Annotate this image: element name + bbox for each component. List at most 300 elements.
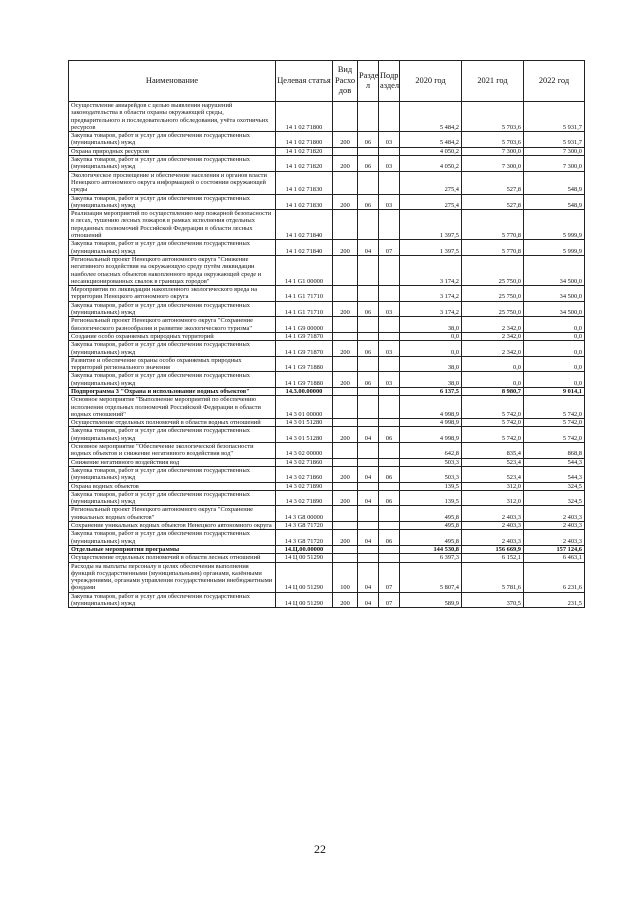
cell-year-2020: 38,0 [400,372,462,388]
cell-year-2022: 6 231,6 [524,562,585,592]
cell-name: Закупка товаров, работ и услуг для обеспечения государственных (муниципальных) нужд [69,592,276,608]
cell-year-2022: 544,3 [524,458,585,466]
cell-section [358,356,379,372]
cell-target-article: 14 1 02 71840 [276,240,333,256]
cell-name: Региональный проект Ненецкого автономного округа "Снижение негативного воздействия на окружающую среду путём ликвидации наиболее опасных объектов накопленного вреда окружающей среде и несанкционированных свалок в границах городов" [69,255,276,285]
cell-name: Осуществление отдельных полномочий в области водных отношений [69,419,276,427]
cell-year-2021: 5 742,0 [462,419,524,427]
cell-year-2020: 4 998,9 [400,427,462,443]
cell-year-2020: 4 050,2 [400,147,462,155]
table-row [69,372,585,388]
cell-target-article: 14 1 02 71830 [276,194,333,210]
cell-year-2020: 503,3 [400,466,462,482]
cell-year-2022: 2 403,3 [524,522,585,530]
cell-expense-type: 200 [333,194,358,210]
cell-name: Осуществление авиарейдов с целью выявления нарушений законодательства в области охраны окружающей среды, предварительного и последовательного обследования, учёта охотничьих ресурсов [69,102,276,132]
table-row [69,562,585,592]
cell-subsection: 03 [379,372,400,388]
cell-target-article: 14 1 02 71800 [276,102,333,132]
cell-year-2021: 2 342,0 [462,317,524,333]
cell-subsection: 03 [379,156,400,172]
cell-target-article: 14 3 01 51280 [276,419,333,427]
cell-name: Развитие и обеспечение охраны особо охраняемых природных территорий регионального значения [69,356,276,372]
table-row [69,554,585,562]
cell-year-2020: 5 807,4 [400,562,462,592]
cell-name: Закупка товаров, работ и услуг для обеспечения государственных (муниципальных) нужд [69,466,276,482]
cell-expense-type [333,545,358,553]
cell-year-2020: 38,0 [400,317,462,333]
cell-year-2021: 5 770,8 [462,240,524,256]
cell-section [358,332,379,340]
cell-name: Осуществление отдельных полномочий в области лесных отношений [69,554,276,562]
cell-target-article: 14 Ц 00 51290 [276,554,333,562]
cell-name: Расходы на выплаты персоналу в целях обеспечения выполнения функций государственными (муниципальными) органами, казёнными учреждениями, органами управления государственными внебюджетными фондами [69,562,276,592]
cell-expense-type: 100 [333,562,358,592]
cell-expense-type [333,332,358,340]
cell-subsection: 06 [379,427,400,443]
cell-year-2022: 544,3 [524,466,585,482]
cell-year-2022: 324,5 [524,482,585,490]
cell-year-2021: 0,0 [462,372,524,388]
cell-year-2021: 6 152,1 [462,554,524,562]
cell-section: 06 [358,194,379,210]
cell-expense-type [333,102,358,132]
cell-section [358,482,379,490]
cell-name: Региональный проект Ненецкого автономного округа "Сохранение биологического разнообразия и развитие экологического туризма" [69,317,276,333]
cell-target-article: 14 1 02 71800 [276,132,333,148]
cell-year-2021: 2 403,3 [462,506,524,522]
cell-target-article: 14 1 G1 71710 [276,286,333,302]
cell-subsection: 06 [379,466,400,482]
cell-year-2020: 144 530,8 [400,545,462,553]
cell-year-2021: 527,8 [462,171,524,194]
table-row [69,458,585,466]
cell-name: Закупка товаров, работ и услуг для обеспечения государственных (муниципальных) нужд [69,194,276,210]
cell-year-2020: 1 397,5 [400,210,462,240]
cell-name: Охрана водных объектов [69,482,276,490]
cell-year-2020: 503,3 [400,458,462,466]
cell-section: 04 [358,240,379,256]
cell-target-article: 14 1 G9 00000 [276,317,333,333]
cell-section [358,171,379,194]
cell-section [358,554,379,562]
cell-section: 04 [358,592,379,608]
cell-target-article: 14 Ц 00 51290 [276,562,333,592]
cell-target-article: 14.Ц.00.00000 [276,545,333,553]
cell-target-article: 14 3 02 71890 [276,482,333,490]
header-expense-type: Вид Расхо дов [333,61,358,102]
header-target-article: Целевая статья [276,61,333,102]
cell-expense-type: 200 [333,427,358,443]
cell-subsection [379,458,400,466]
cell-year-2022: 6 463,1 [524,554,585,562]
cell-name: Закупка товаров, работ и услуг для обеспечения государственных (муниципальных) нужд [69,530,276,546]
cell-year-2021: 370,5 [462,592,524,608]
page-number: 22 [314,842,326,856]
cell-name: Закупка товаров, работ и услуг для обеспечения государственных (муниципальных) нужд [69,372,276,388]
cell-year-2020: 0,0 [400,341,462,357]
cell-expense-type [333,255,358,285]
table-row [69,194,585,210]
cell-year-2022: 0,0 [524,356,585,372]
cell-subsection: 03 [379,341,400,357]
cell-section: 06 [358,372,379,388]
cell-year-2021: 2 403,3 [462,522,524,530]
table-row [69,396,585,419]
cell-year-2021: 156 669,9 [462,545,524,553]
cell-name: Закупка товаров, работ и услуг для обеспечения государственных (муниципальных) нужд [69,341,276,357]
cell-year-2021: 25 750,0 [462,286,524,302]
cell-expense-type [333,554,358,562]
cell-subsection: 07 [379,240,400,256]
cell-year-2020: 4 050,2 [400,156,462,172]
cell-subsection [379,419,400,427]
cell-year-2020: 495,8 [400,522,462,530]
cell-name: Закупка товаров, работ и услуг для обеспечения государственных (муниципальных) нужд [69,240,276,256]
header-year-2020: 2020 год [400,61,462,102]
cell-year-2022: 157 124,6 [524,545,585,553]
cell-expense-type [333,396,358,419]
cell-year-2020: 6 397,3 [400,554,462,562]
cell-year-2022: 324,5 [524,490,585,506]
cell-expense-type [333,147,358,155]
cell-section: 04 [358,562,379,592]
cell-name: Закупка товаров, работ и услуг для обеспечения государственных (муниципальных) нужд [69,132,276,148]
cell-year-2021: 523,4 [462,458,524,466]
cell-target-article: 14 3 01 00000 [276,396,333,419]
cell-expense-type: 200 [333,530,358,546]
cell-year-2021: 5 703,6 [462,132,524,148]
cell-subsection [379,387,400,395]
cell-name: Закупка товаров, работ и услуг для обеспечения государственных (муниципальных) нужд [69,156,276,172]
cell-expense-type [333,419,358,427]
cell-expense-type [333,387,358,395]
cell-subsection: 06 [379,490,400,506]
table-row [69,466,585,482]
cell-name: Закупка товаров, работ и услуг для обеспечения государственных (муниципальных) нужд [69,301,276,317]
cell-year-2022: 5 931,7 [524,132,585,148]
table-row [69,332,585,340]
cell-subsection [379,210,400,240]
cell-section: 04 [358,466,379,482]
cell-year-2021: 25 750,0 [462,301,524,317]
cell-year-2020: 275,4 [400,194,462,210]
table-row [69,592,585,608]
table-row [69,171,585,194]
cell-year-2021: 312,0 [462,482,524,490]
table-header-row [69,61,585,102]
cell-name: Основное мероприятие "Обеспечение экологической безопасности водных объектов и снижение негативного воздействия вод" [69,443,276,459]
cell-name: Закупка товаров, работ и услуг для обеспечения государственных (муниципальных) нужд [69,490,276,506]
header-year-2022: 2022 год [524,61,585,102]
table-row [69,387,585,395]
cell-subsection [379,506,400,522]
cell-year-2020: 0,0 [400,332,462,340]
table-row [69,147,585,155]
cell-subsection [379,171,400,194]
cell-year-2022: 0,0 [524,332,585,340]
cell-section [358,522,379,530]
cell-year-2022: 5 742,0 [524,419,585,427]
cell-subsection: 03 [379,301,400,317]
cell-year-2020: 1 397,5 [400,240,462,256]
cell-target-article: 14 1 G9 71880 [276,372,333,388]
cell-section [358,419,379,427]
cell-expense-type: 200 [333,156,358,172]
cell-name: Мероприятия по ликвидации накопленного экологического вреда на территории Ненецкого автономного округа [69,286,276,302]
cell-target-article: 14 3 02 71860 [276,466,333,482]
cell-year-2022: 5 742,0 [524,427,585,443]
cell-year-2020: 3 174,2 [400,301,462,317]
table-row [69,240,585,256]
cell-year-2022: 0,0 [524,372,585,388]
cell-year-2021: 0,0 [462,356,524,372]
cell-target-article: 14 1 02 71840 [276,210,333,240]
cell-target-article: 14 1 G9 71880 [276,356,333,372]
table-row [69,210,585,240]
cell-year-2020: 139,5 [400,490,462,506]
cell-target-article: 14 1 G9 71870 [276,332,333,340]
cell-year-2021: 5 742,0 [462,427,524,443]
cell-year-2020: 5 484,2 [400,132,462,148]
cell-year-2020: 4 998,9 [400,396,462,419]
cell-subsection [379,396,400,419]
header-year-2021: 2021 год [462,61,524,102]
table-row [69,545,585,553]
cell-name: Подпрограмма 3 "Охрана и использование водных объектов" [69,387,276,395]
table-row [69,286,585,302]
cell-section: 04 [358,530,379,546]
cell-target-article: 14 1 02 71830 [276,171,333,194]
cell-year-2020: 6 137,5 [400,387,462,395]
table-row [69,356,585,372]
cell-year-2022: 2 403,3 [524,506,585,522]
cell-expense-type [333,443,358,459]
cell-year-2022: 548,9 [524,171,585,194]
cell-target-article: 14.3.00.00000 [276,387,333,395]
cell-year-2021: 527,8 [462,194,524,210]
cell-year-2020: 495,8 [400,530,462,546]
cell-year-2021: 5 770,8 [462,210,524,240]
cell-expense-type [333,506,358,522]
cell-year-2021: 312,0 [462,490,524,506]
cell-subsection [379,147,400,155]
cell-section [358,210,379,240]
cell-section: 06 [358,132,379,148]
cell-year-2020: 3 174,2 [400,286,462,302]
cell-expense-type: 200 [333,301,358,317]
cell-expense-type [333,210,358,240]
header-subsection: Подр аздел [379,61,400,102]
cell-expense-type: 200 [333,341,358,357]
cell-target-article: 14 3 02 71860 [276,458,333,466]
cell-year-2021: 5 742,0 [462,396,524,419]
table-row [69,301,585,317]
table-row [69,317,585,333]
cell-expense-type [333,522,358,530]
cell-subsection: 07 [379,562,400,592]
table-row [69,443,585,459]
cell-section [358,396,379,419]
cell-target-article: 14 3 02 71890 [276,490,333,506]
cell-year-2021: 2 342,0 [462,332,524,340]
cell-section [358,387,379,395]
cell-year-2022: 5 931,7 [524,102,585,132]
cell-expense-type: 200 [333,132,358,148]
cell-year-2022: 548,9 [524,194,585,210]
cell-section [358,545,379,553]
cell-section: 04 [358,490,379,506]
table-row [69,490,585,506]
cell-year-2020: 5 484,2 [400,102,462,132]
cell-subsection [379,356,400,372]
cell-target-article: 14 3 G8 00000 [276,506,333,522]
cell-year-2021: 2 403,3 [462,530,524,546]
cell-section [358,443,379,459]
cell-subsection [379,545,400,553]
cell-subsection [379,255,400,285]
cell-section [358,102,379,132]
cell-expense-type [333,482,358,490]
cell-target-article: 14 Ц 00 51290 [276,592,333,608]
cell-name: Создание особо охраняемых природных территорий [69,332,276,340]
cell-target-article: 14 1 G9 71870 [276,341,333,357]
cell-expense-type: 200 [333,372,358,388]
cell-year-2022: 9 014,1 [524,387,585,395]
cell-year-2022: 0,0 [524,317,585,333]
cell-name: Снижение негативного воздействия вод [69,458,276,466]
header-section: Разде л [358,61,379,102]
cell-target-article: 14 1 G1 00000 [276,255,333,285]
cell-target-article: 14 1 02 71820 [276,156,333,172]
cell-year-2021: 5 703,6 [462,102,524,132]
cell-subsection: 06 [379,530,400,546]
cell-expense-type [333,286,358,302]
cell-expense-type: 200 [333,240,358,256]
cell-target-article: 14 1 02 71820 [276,147,333,155]
cell-section [358,506,379,522]
cell-year-2022: 7 300,0 [524,147,585,155]
cell-subsection [379,554,400,562]
cell-name: Основное мероприятие "Выполнение мероприятий по обеспечению исполнения отдельных полномочий Российской Федерации в области водных отношений" [69,396,276,419]
cell-subsection [379,317,400,333]
cell-year-2022: 7 300,0 [524,156,585,172]
cell-section [358,147,379,155]
cell-target-article: 14 3 01 51280 [276,427,333,443]
cell-target-article: 14 1 G1 71710 [276,301,333,317]
cell-year-2022: 2 403,3 [524,530,585,546]
cell-year-2020: 495,8 [400,506,462,522]
cell-subsection: 07 [379,592,400,608]
table-row [69,506,585,522]
cell-subsection [379,286,400,302]
cell-year-2021: 8 980,7 [462,387,524,395]
cell-year-2020: 4 998,9 [400,419,462,427]
cell-expense-type [333,356,358,372]
cell-year-2022: 5 742,0 [524,396,585,419]
cell-subsection [379,102,400,132]
cell-year-2021: 2 342,0 [462,341,524,357]
cell-year-2022: 231,5 [524,592,585,608]
cell-section [358,317,379,333]
cell-section: 06 [358,156,379,172]
table-row [69,419,585,427]
table-row [69,522,585,530]
cell-year-2021: 25 750,0 [462,255,524,285]
cell-year-2020: 3 174,2 [400,255,462,285]
cell-year-2020: 589,9 [400,592,462,608]
cell-expense-type [333,171,358,194]
cell-year-2021: 835,4 [462,443,524,459]
cell-year-2022: 5 999,9 [524,240,585,256]
cell-subsection [379,332,400,340]
cell-subsection: 03 [379,132,400,148]
cell-year-2022: 34 500,0 [524,255,585,285]
table-row [69,482,585,490]
cell-year-2022: 868,8 [524,443,585,459]
cell-name: Региональный проект Ненецкого автономного округа "Сохранение уникальных водных объектов" [69,506,276,522]
table-row [69,427,585,443]
table-row [69,156,585,172]
cell-year-2021: 7 300,0 [462,147,524,155]
cell-section: 06 [358,341,379,357]
cell-year-2022: 0,0 [524,341,585,357]
table-body [69,102,585,608]
cell-target-article: 14 3 G8 71720 [276,530,333,546]
cell-expense-type: 200 [333,466,358,482]
cell-section [358,286,379,302]
cell-year-2022: 34 500,0 [524,301,585,317]
table-row [69,132,585,148]
cell-section: 06 [358,301,379,317]
header-name: Наименование [69,61,276,102]
table-row [69,530,585,546]
table-row [69,255,585,285]
cell-name: Охрана природных ресурсов [69,147,276,155]
cell-expense-type [333,458,358,466]
cell-section [358,255,379,285]
cell-name: Сохранение уникальных водных объектов Ненецкого автономного округа [69,522,276,530]
cell-name: Отдельные мероприятия программы [69,545,276,553]
cell-year-2020: 275,4 [400,171,462,194]
cell-name: Реализация мероприятий по осуществлению мер пожарной безопасности в лесах, тушению лесных пожаров в рамках исполнения отдельных переданных полномочий Российской Федерации в области лесных отношений [69,210,276,240]
cell-year-2022: 34 500,0 [524,286,585,302]
cell-name: Закупка товаров, работ и услуг для обеспечения государственных (муниципальных) нужд [69,427,276,443]
cell-subsection: 03 [379,194,400,210]
cell-expense-type: 200 [333,592,358,608]
cell-year-2021: 5 781,6 [462,562,524,592]
cell-year-2020: 38,0 [400,356,462,372]
cell-subsection [379,482,400,490]
budget-table [68,60,585,608]
cell-expense-type: 200 [333,490,358,506]
cell-year-2020: 642,8 [400,443,462,459]
cell-subsection [379,522,400,530]
cell-section: 04 [358,427,379,443]
cell-year-2020: 139,5 [400,482,462,490]
cell-target-article: 14 3 G8 71720 [276,522,333,530]
table-row [69,102,585,132]
cell-section [358,458,379,466]
cell-subsection [379,443,400,459]
cell-expense-type [333,317,358,333]
cell-year-2021: 7 300,0 [462,156,524,172]
cell-year-2022: 5 999,9 [524,210,585,240]
table-row [69,341,585,357]
cell-year-2021: 523,4 [462,466,524,482]
cell-target-article: 14 3 02 00000 [276,443,333,459]
cell-name: Экологическое просвещение и обеспечение населения и органов власти Ненецкого автономного округа информацией о состоянии окружающей среды [69,171,276,194]
